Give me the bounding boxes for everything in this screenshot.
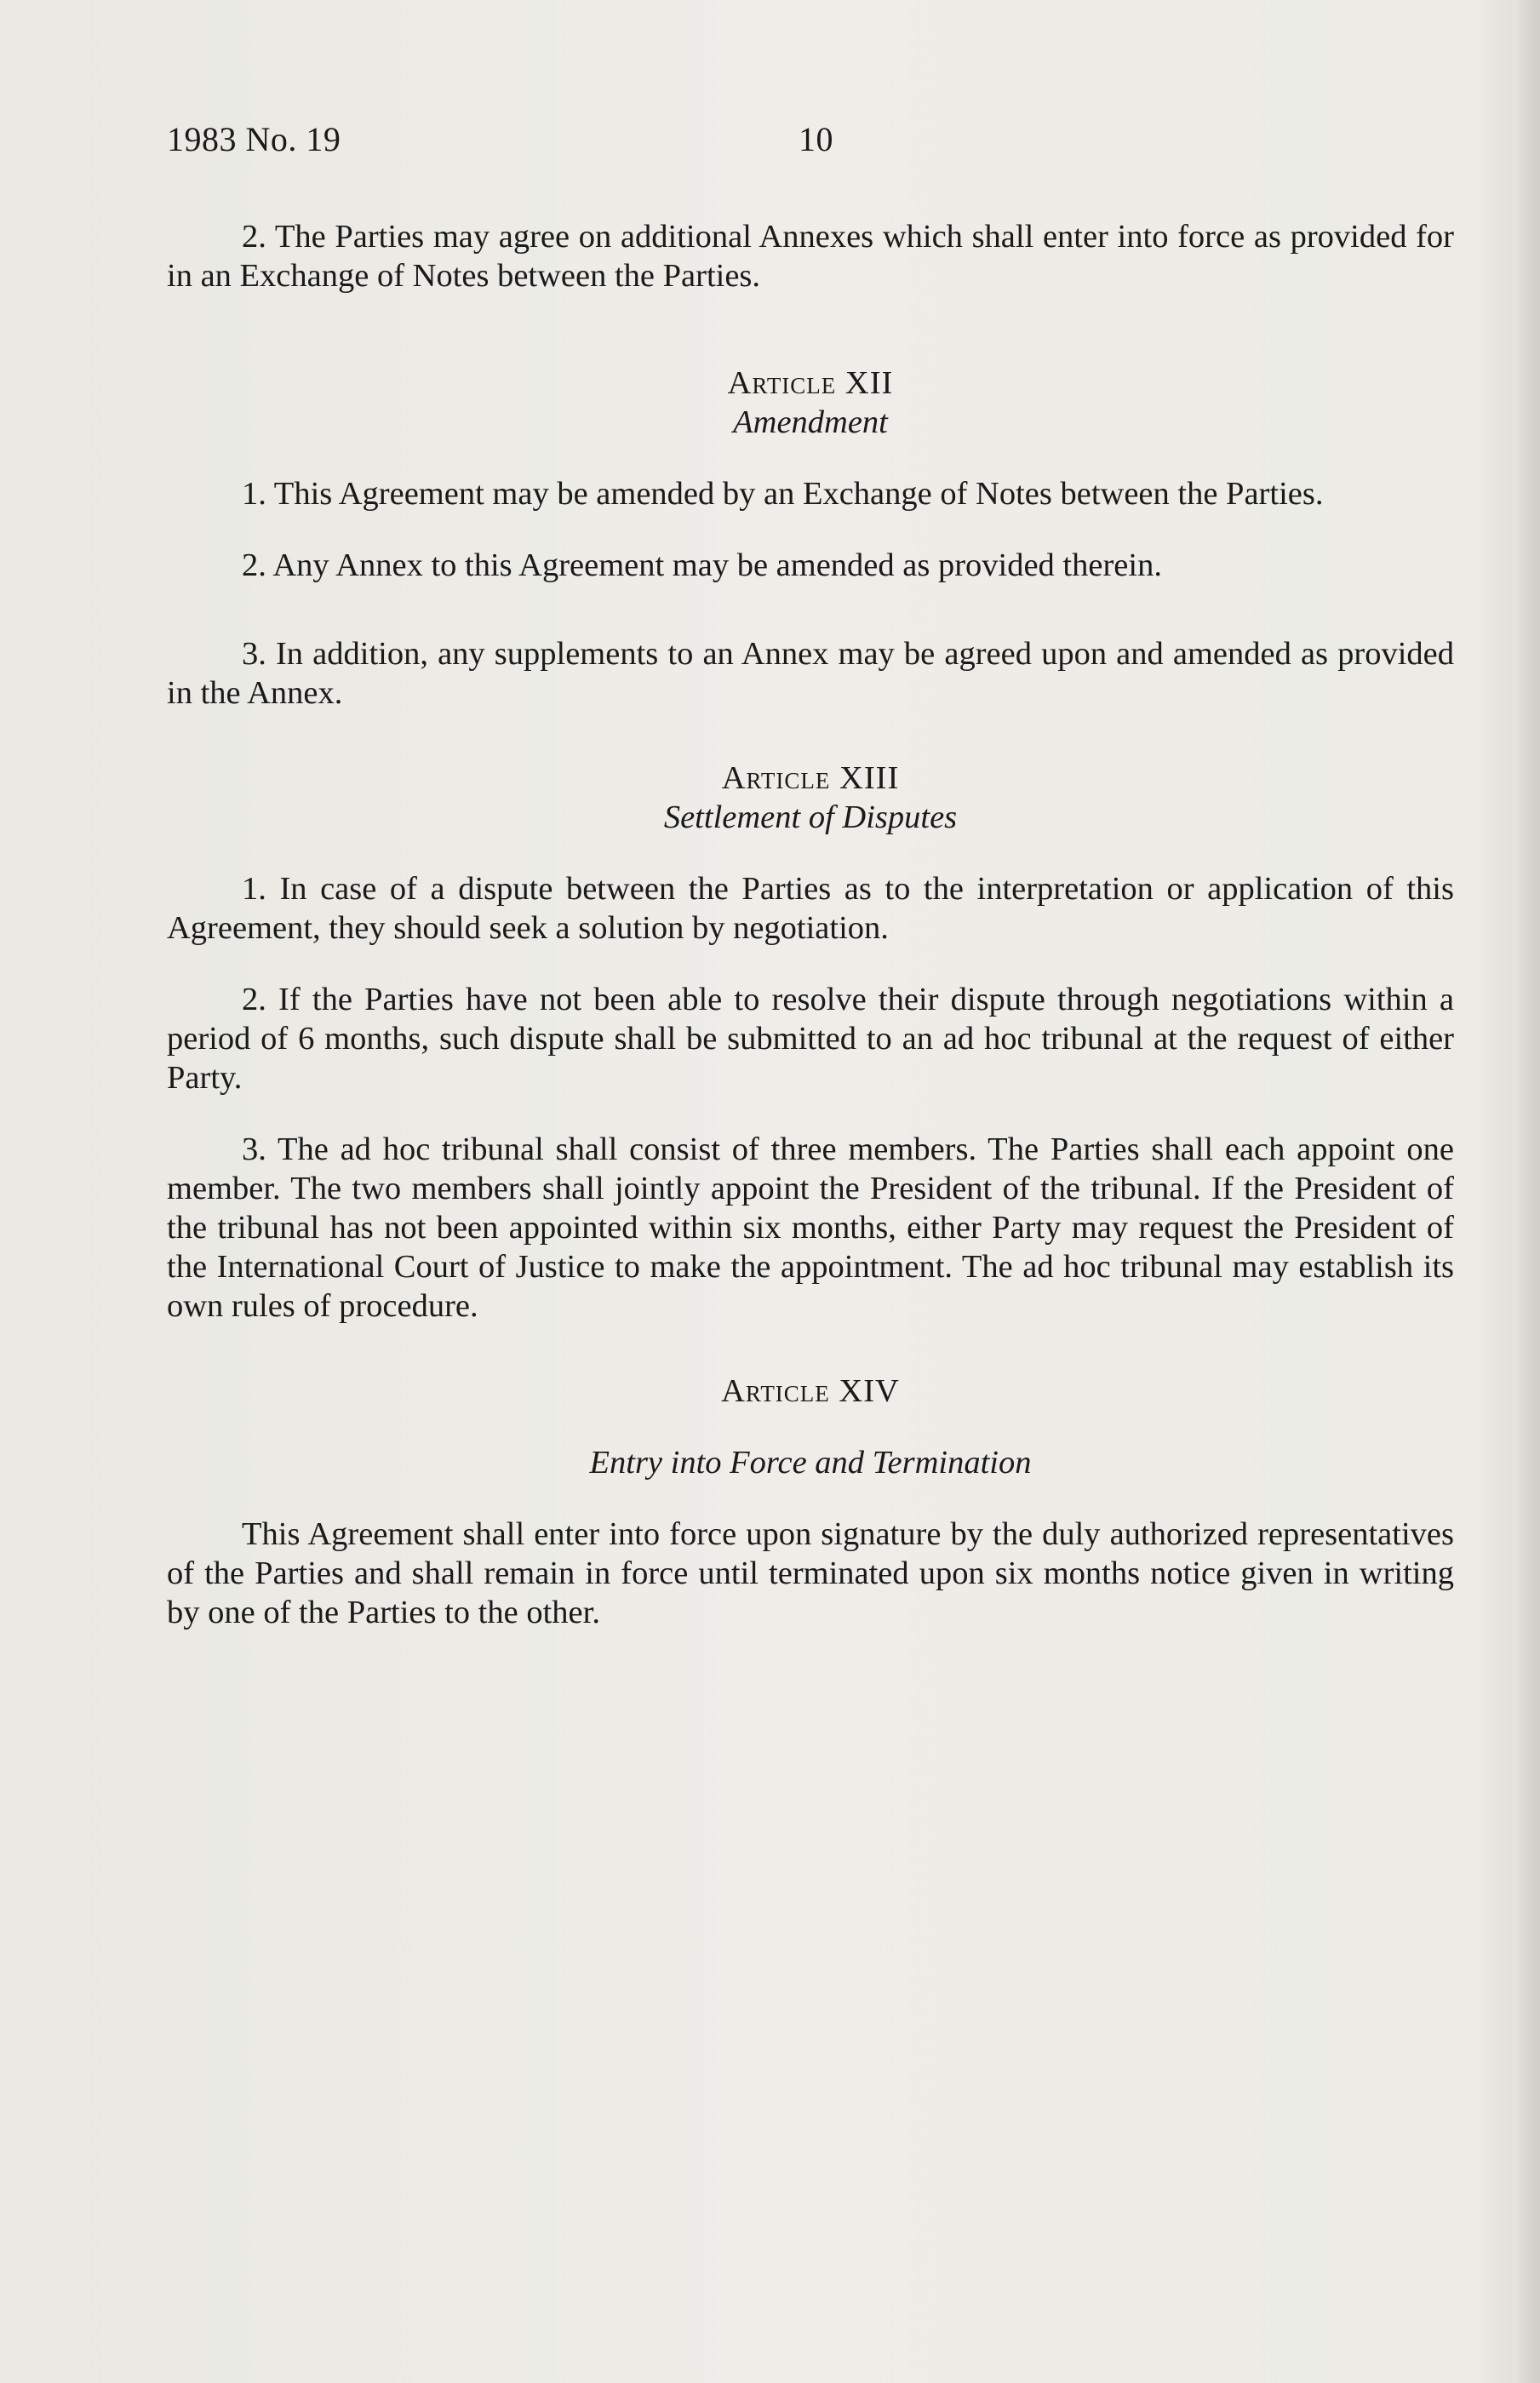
document-body: [167, 217, 1454, 1632]
article-14-subtitle: Entry into Force and Termination: [589, 1445, 1032, 1481]
article-12-paragraph-1: 1. This Agreement may be amended by an Exchange of Notes between the Parties.: [242, 476, 1324, 512]
article-13-subtitle: Settlement of Disputes: [663, 799, 958, 835]
gazette-reference: 1983 No. 19: [167, 120, 341, 158]
article-11-paragraph-2: 2. The Parties may agree on additional Annexes which shall enter into force as provided for in an Exchange of Notes between the Parties.: [167, 219, 1454, 294]
article-12-paragraph-3: 3. In addition, any supplements to an Annex may be agreed upon and amended as provided in the Annex.: [167, 636, 1454, 711]
article-13-paragraph-1: 1. In case of a dispute between the Parties as to the interpretation or application of this Agreement, they should seek a solution by negotiation.: [167, 871, 1454, 946]
page-edge-shadow: [1513, 0, 1540, 2383]
page-number: 10: [799, 120, 833, 158]
article-14-title: Article XIV: [721, 1373, 900, 1409]
article-12-title: Article XII: [727, 365, 894, 401]
article-13-title: Article XIII: [721, 760, 900, 796]
article-14-paragraph-1: This Agreement shall enter into force upon signature by the duly authorized representatives of the Parties and shall remain in force until terminated upon six months notice given in writing by one of the Parties to the other.: [167, 1516, 1454, 1630]
article-12-subtitle: Amendment: [733, 404, 888, 440]
article-13-paragraph-2: 2. If the Parties have not been able to resolve their dispute through negotiations within a period of 6 months, such dispute shall be submitted to an ad hoc tribunal at the request of either Party.: [167, 982, 1454, 1096]
article-13-paragraph-3: 3. The ad hoc tribunal shall consist of three members. The Parties shall each appoint one member. The two members shall jointly appoint the President of the tribunal. If the President of the tribunal has not been appointed within six months, either Party may request the President of the International Court of Justice to make the appointment. The ad hoc tribunal may establish its own rules of procedure.: [167, 1131, 1454, 1324]
article-12-paragraph-2: 2. Any Annex to this Agreement may be amended as provided therein.: [242, 547, 1162, 583]
